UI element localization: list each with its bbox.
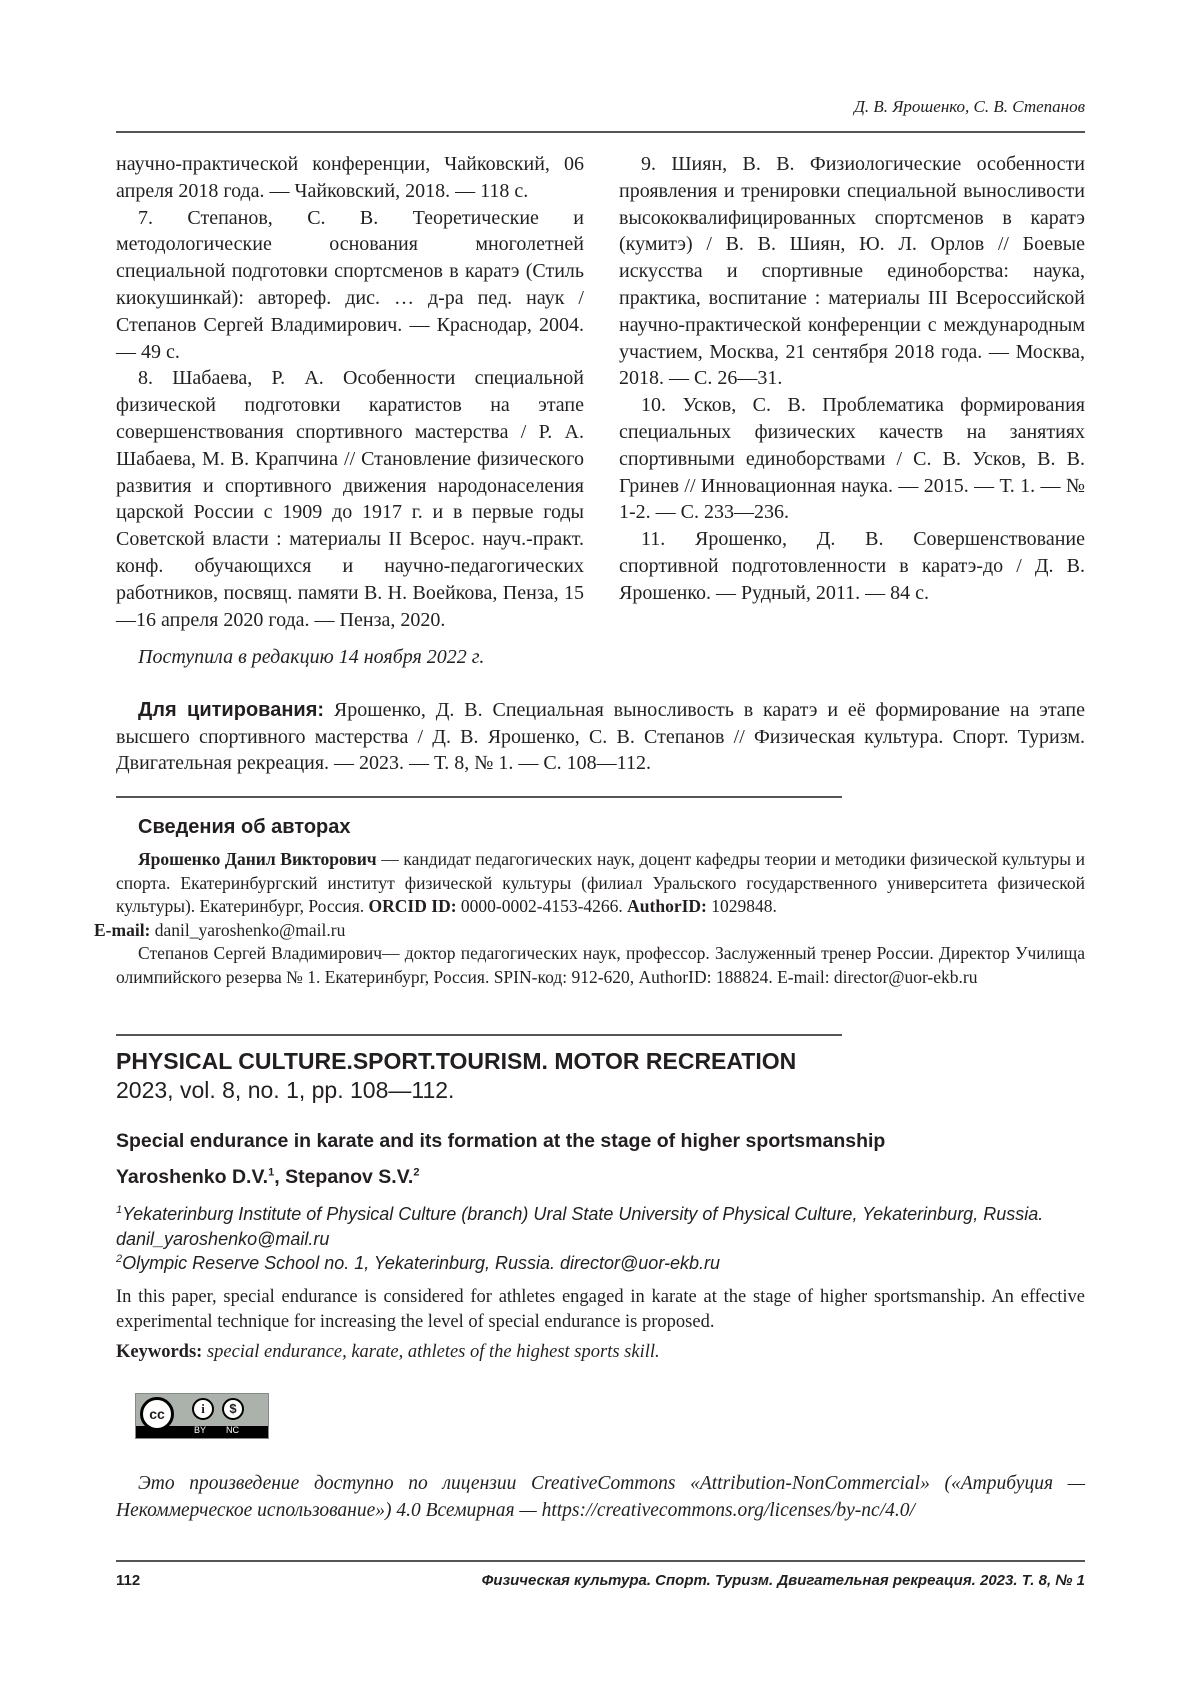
citation-text: Ярошенко, Д. В. Специальная выносливость в каратэ и её формирование на этапе высшего спортивного мастерства / Д. В. Ярошенко, С. В. Степанов // Физическая культура. Спорт. Туризм. Двигательная рекреация. — 2023. — Т. 8, № 1. — С. 108—112. [116, 699, 1085, 774]
reference-item: 9. Шиян, В. В. Физиологические особенности проявления и тренировки специальной выносливости высококвалифицированных спортсменов в каратэ (кумитэ) / В. В. Шиян, Ю. Л. Орлов // Боевые искусства и спортивные единоборства: наука, практика, воспитание : материалы III Всероссийской научно-практической конференции с международным участием, Москва, 21 сентября 2018 года. — Москва, 2018. — С. 26—31. [619, 151, 1085, 392]
authors-heading: Сведения об авторах [138, 816, 351, 839]
footer-journal-title: Физическая культура. Спорт. Туризм. Двигательная рекреация. 2023. Т. 8, № 1 [482, 1572, 1085, 1589]
keywords-label: Keywords: [116, 1342, 202, 1362]
section-divider [116, 1034, 842, 1036]
orcid-value: 0000-0002-4153-4266. [457, 896, 628, 916]
author-2-en: Stepanov S.V. [285, 1166, 413, 1188]
by-label: BY [194, 1425, 206, 1435]
email-label: E-mail: [94, 920, 150, 940]
section-divider [116, 796, 842, 798]
reference-item: 8. Шабаева, Р. А. Особенности специальной физической подготовки каратистов на этапе совершенствования спортивного мастерства / Р. А. Шабаева, М. В. Крапчина // Становление физического развития и спортивного движения народонаселения царской России с 1909 до 1917 г. и в первые годы Советской власти : материалы II Всерос. науч.-практ. конф. обучающихся и научно-педагогических работников, посвящ. памяти В. Н. Воейкова, Пенза, 15—16 апреля 2020 года. — Пенза, 2020. [116, 365, 584, 633]
author-1-description: — кандидат педагогических наук, доцент кафедры теории и методики физической культуры и спорта. Екатеринбургский институт физической культуры (филиал Уральского государственного университета физической культуры). Екатеринбург, Россия. [116, 849, 1085, 916]
affiliation-2-text: Olympic Reserve School no. 1, Yekaterinburg, Russia. director@uor-ekb.ru [122, 1253, 720, 1273]
abstract-en: In this paper, special endurance is considered for athletes engaged in karate at the stage of higher sportsmanship. An effective experimental technique for increasing the level of special endurance is proposed. [116, 1285, 1085, 1335]
noncommercial-dollar-icon: $ [222, 1398, 244, 1420]
attribution-person-icon: i [192, 1398, 214, 1420]
keywords-en [116, 1342, 660, 1363]
affiliation-marker: 1 [116, 1204, 122, 1216]
affiliation-1 [116, 1198, 1076, 1251]
affiliation-1-text: Yekaterinburg Institute of Physical Culture (branch) Ural State University of Physical Culture, Yekaterinburg, Russia. danil_yaroshenko@mail.ru [116, 1204, 1043, 1249]
affiliation-2 [116, 1247, 1085, 1276]
reference-item: 11. Ярошенко, Д. В. Совершенствование спортивной подготовленности в каратэ-до / Д. В. Ярошенко. — Рудный, 2011. — 84 с. [619, 526, 1085, 606]
reference-item: 10. Усков, С. В. Проблематика формирования специальных физических качеств на занятиях спортивными единоборствами / С. В. Усков, В. В. Гринев // Инновационная наука. — 2015. — Т. 1. — № 1-2. — С. 233—236. [619, 392, 1085, 526]
author-1-name: Ярошенко Данил Викторович [138, 849, 377, 869]
received-date: Поступила в редакцию 14 ноября 2022 г. [138, 646, 484, 669]
footer-divider [116, 1560, 1085, 1562]
author-1-email: danil_yaroshenko@mail.ru [150, 920, 345, 940]
cc-icon: cc [140, 1397, 174, 1431]
references-left-column [116, 151, 584, 633]
nc-label: NC [226, 1425, 239, 1435]
affiliation-marker: 2 [413, 1167, 419, 1179]
reference-item: 7. Степанов, С. В. Теоретические и методологические основания многолетней специальной подготовки спортсменов в каратэ (Стиль киокушинкай): автореф. дис. … д-ра пед. наук / Степанов Сергей Владимирович. — Краснодар, 2004. — 49 с. [116, 205, 584, 366]
authors-en [116, 1166, 419, 1189]
citation-label: Для цитирования: [138, 699, 324, 721]
authors-info [116, 848, 1085, 989]
authorid-value: 1029848. [707, 896, 777, 916]
separator: , [274, 1166, 285, 1188]
license-text: Это произведение доступно по лицензии CreativeCommons «Attribution-NonCommercial» («Атрибуция — Некоммерческое использование») 4.0 Всемирная — https://creativecommons.org/licenses/by-nc/4.0/ [116, 1470, 1085, 1524]
affiliation-marker: 1 [268, 1167, 274, 1179]
orcid-label: ORCID ID: [369, 896, 457, 916]
article-title-en: Special endurance in karate and its formation at the stage of higher sportsmanship [116, 1130, 885, 1153]
running-head: Д. В. Ярошенко, С. В. Степанов [854, 97, 1085, 117]
affiliation-marker: 2 [116, 1253, 122, 1265]
citation-block [116, 697, 1085, 777]
reference-item: научно-практической конференции, Чайковский, 06 апреля 2018 года. — Чайковский, 2018. — 118 с. [116, 151, 584, 205]
issue-info-en: 2023, vol. 8, no. 1, pp. 108—112. [116, 1077, 454, 1104]
authorid-label: AuthorID: [627, 896, 707, 916]
author-2-info: Степанов Сергей Владимирович— доктор педагогических наук, профессор. Заслуженный тренер России. Директор Училища олимпийского резерва № 1. Екатеринбург, Россия. SPIN-код: 912-620, AuthorID: 188824. E-mail: director@uor-ekb.ru [116, 942, 1085, 989]
journal-title-en: PHYSICAL CULTURE.SPORT.TOURISM. MOTOR RECREATION [116, 1048, 796, 1075]
keywords-text: special endurance, karate, athletes of the highest sports skill. [202, 1342, 659, 1362]
cc-by-nc-license-badge[interactable] [135, 1393, 269, 1439]
references-right-column [619, 151, 1085, 607]
author-1-info [116, 848, 1085, 942]
header-divider [116, 131, 1085, 133]
author-1-en: Yaroshenko D.V. [116, 1166, 268, 1188]
page-number: 112 [116, 1572, 140, 1589]
